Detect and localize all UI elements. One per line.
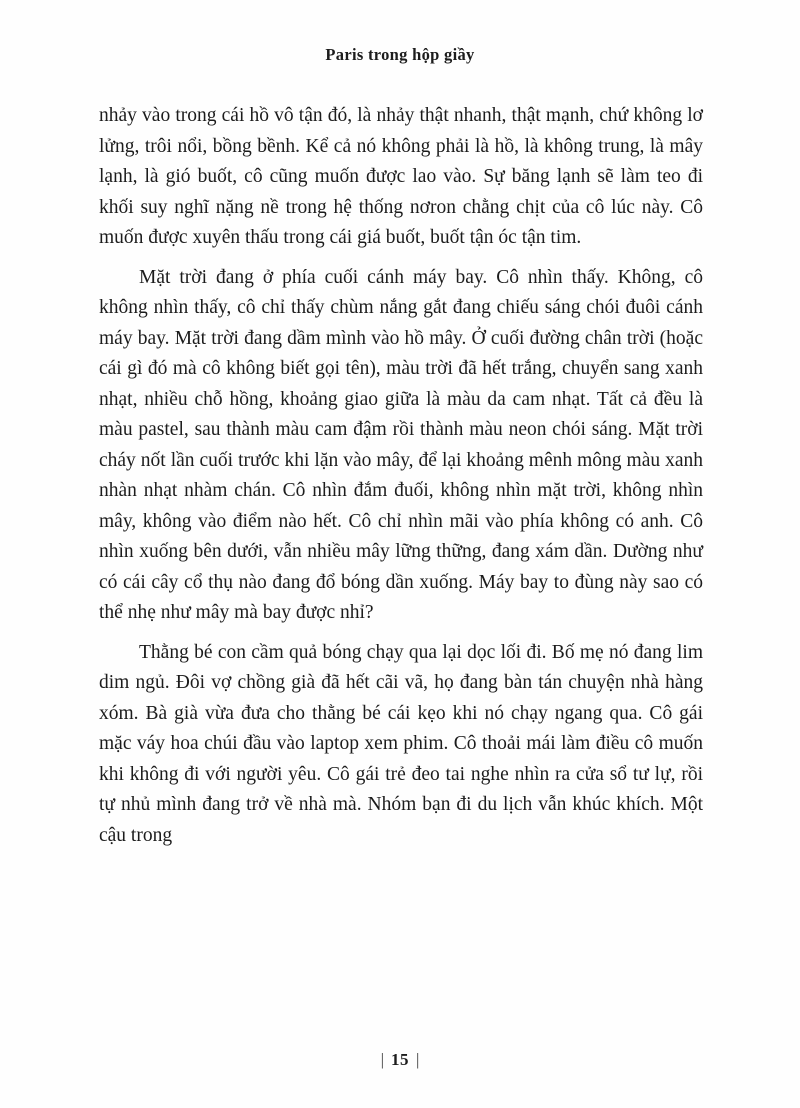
page-number (0, 1050, 800, 1070)
page-number-bar-left: | (380, 1050, 384, 1069)
body-text (99, 101, 703, 860)
page-number-bar-right: | (416, 1050, 420, 1069)
page-number-value: 15 (391, 1050, 409, 1069)
running-header-title: Paris trong hộp giầy (325, 45, 475, 64)
paragraph: Mặt trời đang ở phía cuối cánh máy bay. Cô nhìn thấy. Không, cô không nhìn thấy, cô chỉ thấy chùm nắng gắt đang chiếu sáng chói đuôi cánh máy bay. Mặt trời đang dầm mình vào hồ mây. Ở cuối đường chân trời (hoặc cái gì đó mà cô không biết gọi tên), màu trời đã hết trắng, chuyển sang xanh nhạt, nhiều chỗ hồng, khoảng giao giữa là màu da cam nhạt. Tất cả đều là màu pastel, sau thành màu cam đậm rồi thành màu neon chói sáng. Mặt trời cháy nốt lần cuối trước khi lặn vào mây, để lại khoảng mênh mông màu xanh nhàn nhạt nhàm chán. Cô nhìn đắm đuối, không nhìn mặt trời, không nhìn mây, không vào điểm nào hết. Cô chỉ nhìn mãi vào phía không có anh. Cô nhìn xuống bên dưới, vẫn nhiều mây lững thững, đang xám dần. Dường như có cái cây cổ thụ nào đang đổ bóng dần xuống. Máy bay to đùng này sao có thể nhẹ như mây mà bay được nhỉ? (99, 266, 703, 623)
paragraph: nhảy vào trong cái hồ vô tận đó, là nhảy thật nhanh, thật mạnh, chứ không lơ lửng, trôi nổi, bồng bềnh. Kể cả nó không phải là hồ, là không trung, là mây lạnh, là gió buốt, cô cũng muốn được lao vào. Sự băng lạnh sẽ làm teo đi khối suy nghĩ nặng nề trong hệ thống nơron chằng chịt của cô lúc này. Cô muốn được xuyên thấu trong cái giá buốt, buốt tận óc tận tim. (99, 105, 703, 248)
paragraph: Thằng bé con cầm quả bóng chạy qua lại dọc lối đi. Bố mẹ nó đang lim dim ngủ. Đôi vợ chồng già đã hết cãi vã, họ đang bàn tán chuyện nhà hàng xóm. Bà già vừa đưa cho thằng bé cái kẹo khi nó chạy ngang qua. Cô gái mặc váy hoa chúi đầu vào laptop xem phim. Cô thoải mái làm điều cô muốn khi không đi với người yêu. Cô gái trẻ đeo tai nghe nhìn ra cửa sổ tư lự, rồi tự nhủ mình đang trở về nhà mà. Nhóm bạn đi du lịch vẫn khúc khích. Một cậu trong (99, 641, 703, 846)
